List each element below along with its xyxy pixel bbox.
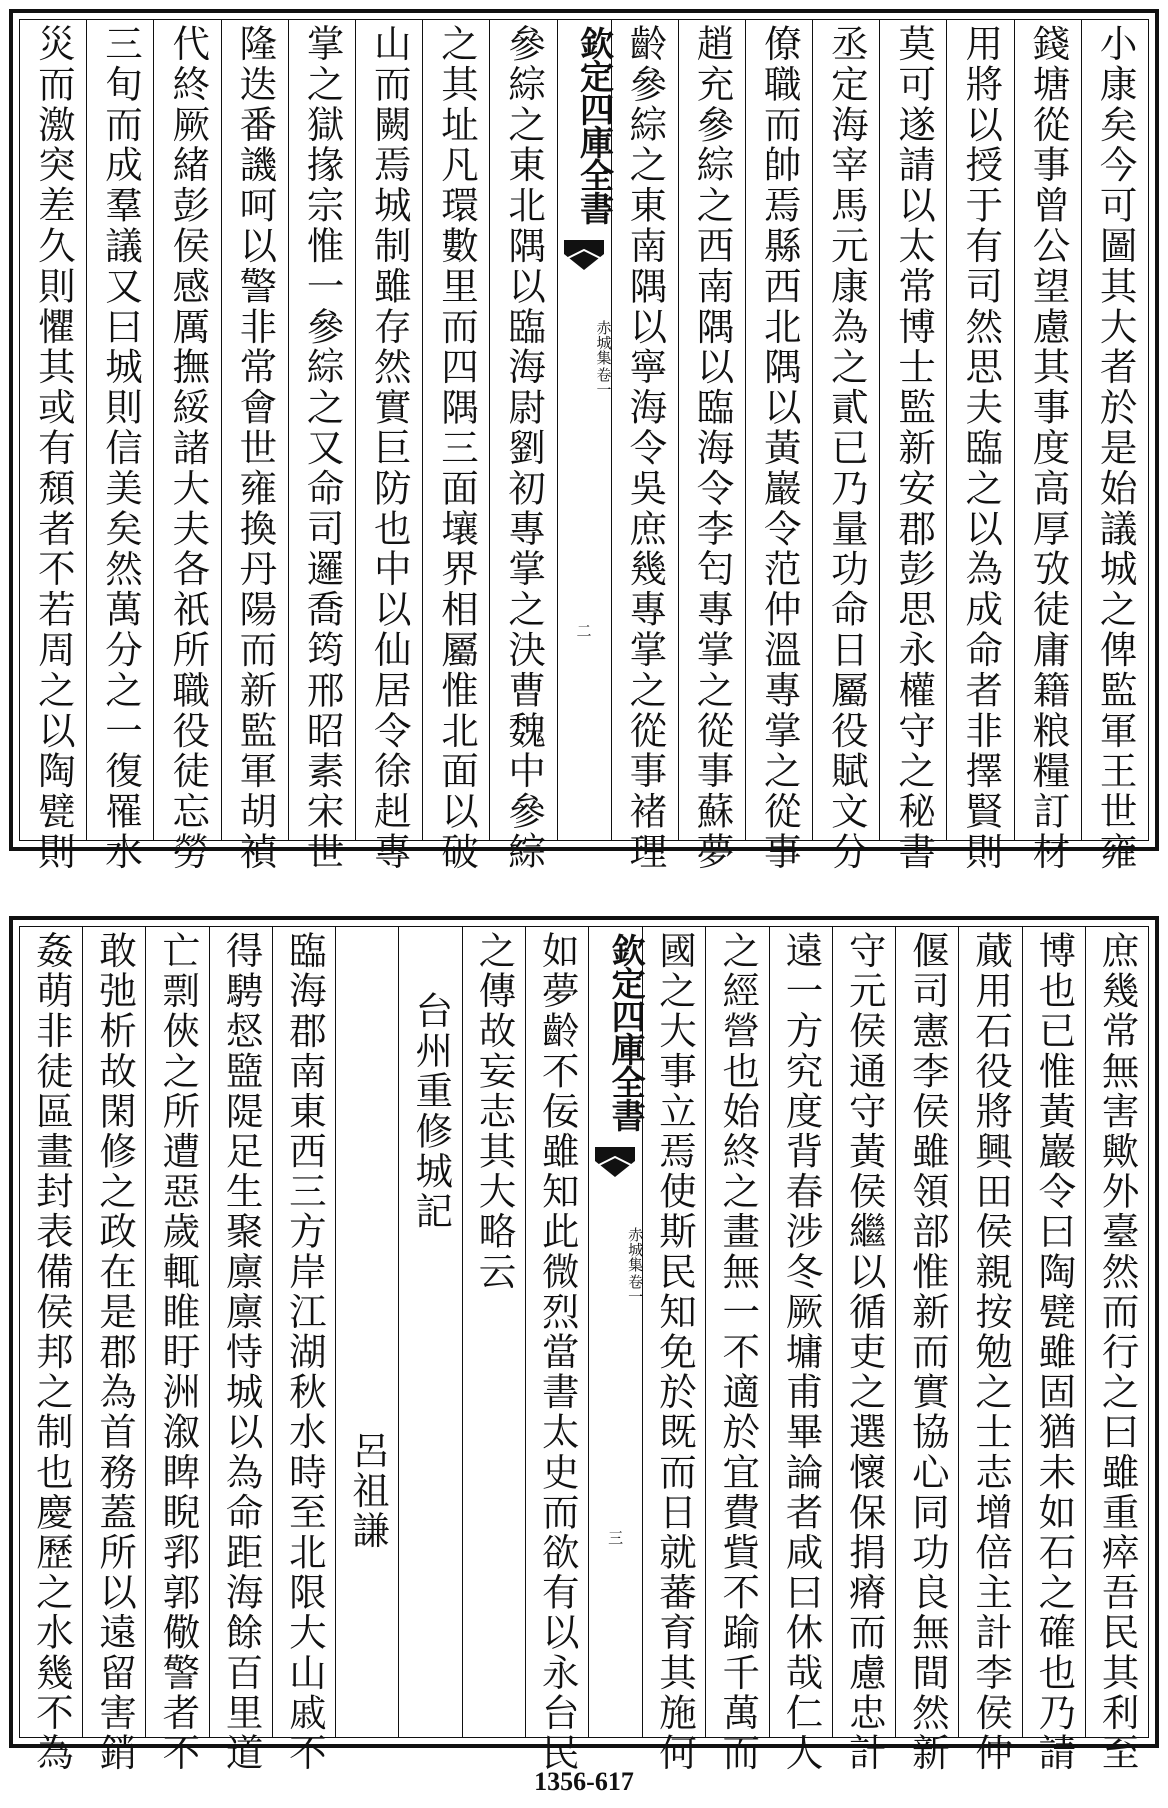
book-subtitle <box>558 320 611 397</box>
book-title-header: 欽定四庫全書 <box>573 26 614 224</box>
text-column: 博也已惟黃巖令曰陶甓雖固猶未如石之確也乃請 <box>1022 927 1085 1737</box>
fishtail-mark-icon <box>595 1147 635 1179</box>
bottom-page <box>9 916 1159 1774</box>
center-column <box>557 20 614 840</box>
text-column: 姦萌非徒區畫封表備侯邦之制也慶歷之水幾不為 <box>29 931 74 1774</box>
page-marker: 三 <box>608 1529 624 1547</box>
text-column: 偃司憲李侯雖領部惟新而實協心同功良無間然新 <box>895 927 958 1737</box>
top-page <box>9 9 1159 873</box>
text-column: 之經營也始終之畫無一不適於宜費貲不踰千萬而 <box>705 927 768 1737</box>
text-column: 代終厥緒彭侯感厲撫綏諸大夫各祇所職役徒忘勞 <box>153 20 220 840</box>
text-column: 掌之獄掾宗惟一參綜之又命司邏喬筠邢昭素宋世 <box>288 20 355 840</box>
text-column: 遠一方究度背春涉冬厥墉甫畢論者咸曰休哉仁人 <box>769 927 832 1737</box>
text-column: 三旬而成羣議又曰城則信美矣然萬分之一復罹水 <box>86 20 153 840</box>
text-column: 齡參綜之東南隅以寧海令吳庶幾專掌之從事褚理 <box>611 20 678 840</box>
text-column: 隆迭番譏呵以警非常會世雍換丹陽而新監軍胡禎 <box>221 20 288 840</box>
text-column: 之其址凡環數里而四隅三面壤界相屬惟北面以破 <box>422 20 489 840</box>
essay-title: 台州重修城記 <box>409 991 454 1232</box>
text-column: 丞定海宰馬元康為之貳已乃量功命日屬役賦文分 <box>812 20 879 840</box>
text-column: 山而闕焉城制雖存然實巨防也中以仙居令徐赳專 <box>355 20 422 840</box>
text-column: 國之大事立焉使斯民知免於既而日就蕃育其施何 <box>642 927 705 1737</box>
page-marker: 二 <box>576 622 592 640</box>
text-column: 得騁惄盬隄足生聚廪廪恃城以為命距海餘百里道 <box>209 927 272 1737</box>
text-column: 參綜之東北隅以臨海尉劉初專掌之決曹魏中參綜 <box>489 20 556 840</box>
center-column <box>588 927 646 1737</box>
text-column: 如夢齡不佞雖知此微烈當書太史而欲有以永台民 <box>525 927 588 1737</box>
text-column: 錢塘從事曾公望慮其事度高厚攷徒庸籍粮糧訂材 <box>1014 20 1081 840</box>
essay-title-column <box>398 927 461 1737</box>
text-column: 用將以授于有司然思夫臨之以為成命者非擇賢則 <box>946 20 1013 840</box>
author-column <box>335 927 398 1737</box>
book-subtitle <box>589 1227 645 1304</box>
text-column: 庶幾常無害歟外臺然而行之曰雖重瘁吾民其利至 <box>1085 927 1148 1737</box>
text-column: 之傳故妄志其大略云 <box>462 927 525 1737</box>
text-column: 守元侯通守黃侯繼以循吏之選懷保捐瘠而慮忠計 <box>832 927 895 1737</box>
volume-label: 卷一 <box>594 367 613 397</box>
text-column: 敢弛析故閑修之政在是郡為首務蓋所以遠留害銷 <box>82 927 145 1737</box>
page-number: 1356-617 <box>534 1767 634 1796</box>
book-title-header: 欽定四庫全書 <box>605 933 646 1131</box>
text-column: 蕆用石役將興田侯親按勉之士志增倍主計李侯仲 <box>958 927 1021 1737</box>
text-column: 莫可遂請以太常博士監新安郡彭思永權守之秘書 <box>879 20 946 840</box>
text-column: 災而激突差久則懼其或有頹者不若周之以陶甓則 <box>31 24 76 873</box>
book-name: 赤城集 <box>594 320 613 365</box>
volume-label: 卷一 <box>626 1274 645 1304</box>
text-column: 僚職而帥焉縣西北隅以黃巖令范仲溫專掌之從事 <box>745 20 812 840</box>
book-name: 赤城集 <box>626 1227 645 1272</box>
top-page-text-frame <box>19 19 1149 873</box>
bottom-page-text-frame <box>19 926 1149 1774</box>
text-column: 趙充參綜之西南隅以臨海令李匄專掌之從事蘇夢 <box>678 20 745 840</box>
text-column: 小康矣今可圖其大者於是始議城之俾監軍王世雍 <box>1081 20 1148 840</box>
text-column: 亡剽俠之所遭惡歲輒睢盱洲溆睥睨郛郭儆警者不 <box>145 927 208 1737</box>
fishtail-mark-icon <box>564 240 604 272</box>
text-column: 臨海郡南東西三方岸江湖秋水時至北限大山戚不 <box>272 927 335 1737</box>
essay-author: 呂祖謙 <box>346 1431 391 1552</box>
